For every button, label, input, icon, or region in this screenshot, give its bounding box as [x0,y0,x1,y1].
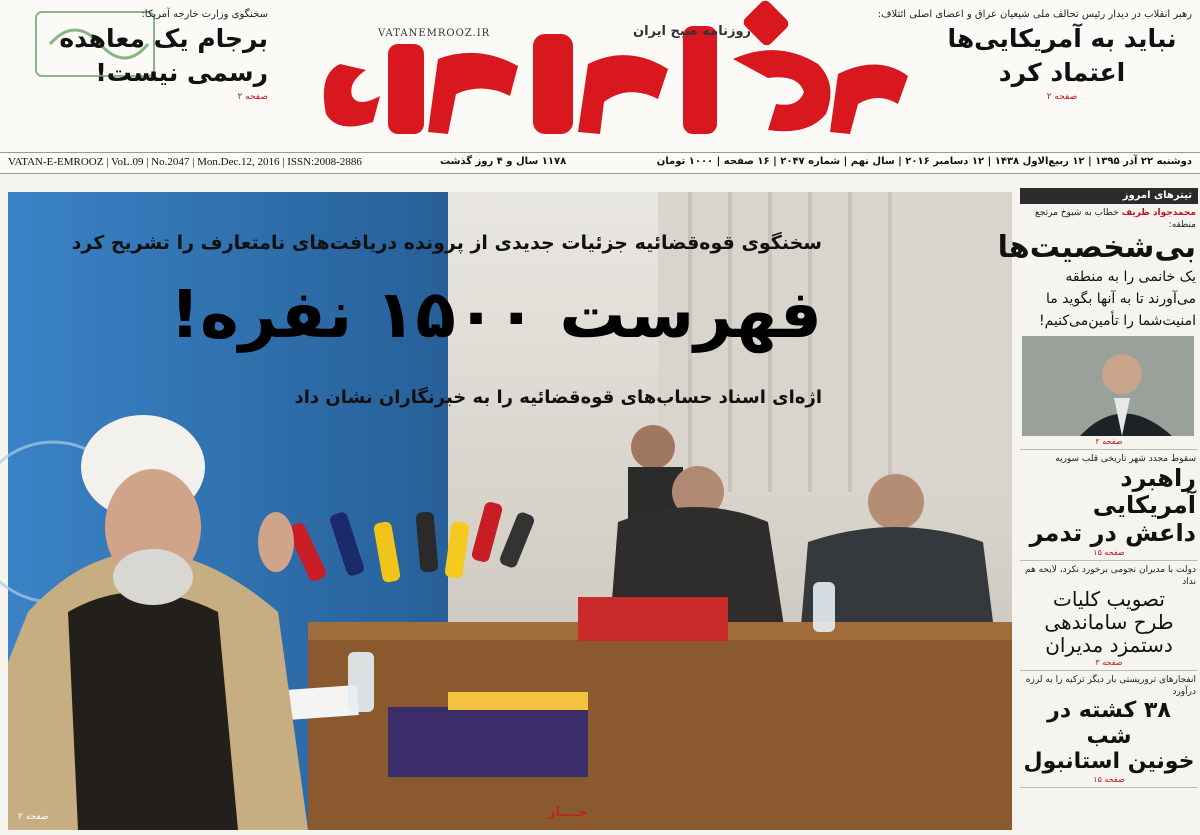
item-page: صفحه ۱۵ [1093,548,1125,558]
main-page-ref: صفحه ۲ [18,812,49,822]
right-teaser-headline-2: اعتماد کرد [998,58,1126,87]
photo-credit: جــــار [548,805,588,820]
item-headline-1: ۳۸ کشته در شب [1047,698,1171,749]
item-headline-1: راهبرد آمریکایی [1092,463,1196,520]
main-story[interactable] [8,192,1012,830]
headline-item-zarif[interactable] [997,204,1198,450]
headline-item-palmyra[interactable] [1020,450,1198,562]
kicker-text: سقوط مجدد شهر تاریخی قلب سوریه [1055,453,1196,464]
kicker-name: محمدجواد ظریف [1121,208,1196,218]
main-overline: سخنگوی قوه‌قضائیه جزئیات جدیدی از پرونده دریافت‌های نامتعارف را تشریح کرد [71,232,822,254]
left-teaser-kicker: سخنگوی وزارت خارجه آمریکا: [141,9,268,20]
main-headline[interactable]: فهرست ۱۵۰۰ نفره! [169,276,822,353]
item-body: یک خانمی را به منطقه می‌آورند تا به آنها بگوید ما امنیت‌شما را تأمین‌می‌کنیم! [1039,268,1196,329]
item-headline-2: خونین استانبول [1023,748,1195,774]
right-teaser-kicker: رهبر انقلاب در دیدار رئیس تحالف ملی شیعیان عراق و اعضای اصلی ائتلاف: [877,9,1192,20]
item-page: صفحه ۲ [1095,436,1123,446]
item-headline-2: طرح ساماندهی [1044,610,1174,635]
left-teaser[interactable] [8,8,268,102]
item-headline-3: دستمزد مدیران [1045,633,1173,658]
item-page: صفحه ۱۵ [1093,775,1125,785]
headline-item-istanbul[interactable] [1020,671,1198,788]
item-headline-2: داعش در تدمر [1029,518,1196,547]
left-teaser-page: صفحه ۲ [237,92,268,102]
right-teaser[interactable] [877,8,1192,102]
issue-info-strip [0,152,1200,174]
newspaper-logo[interactable] [278,4,918,146]
kicker-text: انفجارهای تروریستی بار دیگر ترکیه را به لرزه درآورد [1025,675,1196,698]
item-headline-1: تصویب کلیات [1053,587,1165,612]
left-teaser-headline-2: رسمی نیست! [95,58,268,87]
kicker-text: دولت با مدیران نجومی برخورد نکرد، لایحه هم نداد [1024,565,1196,588]
item-page: صفحه ۳ [1095,658,1123,668]
logo-url: VATANEMROOZ.IR [378,28,491,39]
issue-years-since: ۱۱۷۸ سال و ۴ روز گذشت [440,156,567,167]
kicker-text: خطاب به شیوخ مرتجع منطقه: [1035,208,1196,230]
item-headline: بی‌شخصیت‌ها [997,230,1196,265]
headlines-column [997,188,1198,833]
right-teaser-headline-1: نباید به آمریکایی‌ها [947,24,1177,53]
left-teaser-headline-1: برجام یک معاهده [59,24,268,53]
column-header: تیترهای امروز [1020,188,1198,204]
issue-date: دوشنبه ۲۲ آذر ۱۳۹۵ | ۱۲ ربیع‌الاول ۱۴۳۸ | ۱۲ دسامبر ۲۰۱۶ | سال نهم | شماره ۲۰۴۷ | ۱۶ صفحه | ۱۰۰۰ تومان [656,156,1192,167]
main-subheadline: اژه‌ای اسناد حساب‌های قوه‌قضائیه را به خبرنگاران نشان داد [294,387,822,408]
issue-latin-info: VATAN-E-EMROOZ | VoL.09 | No.2047 | Mon.Dec.12, 2016 | ISSN:2008-2886 [8,156,362,168]
logo-tagline: روزنامه صبح ایران [633,24,752,39]
masthead [0,0,1200,152]
zarif-photo [1022,336,1194,436]
headline-item-managers[interactable] [1020,561,1198,671]
right-teaser-page: صفحه ۲ [1046,92,1078,102]
